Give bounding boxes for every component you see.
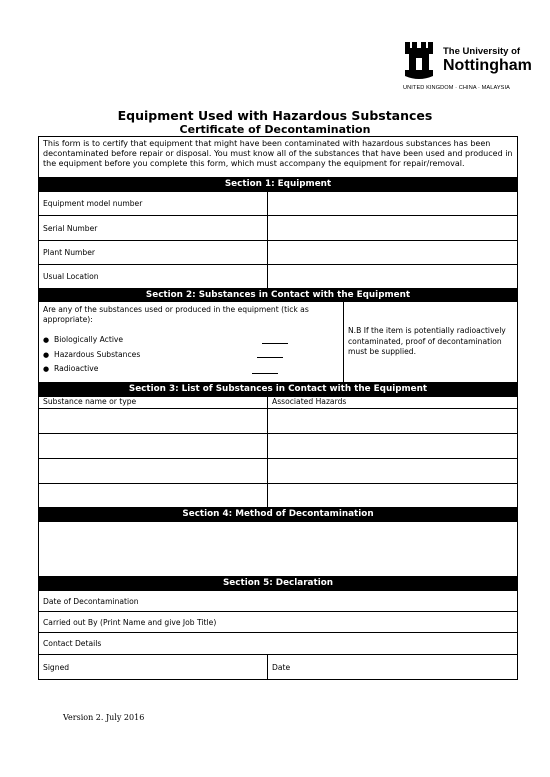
substance-row [39, 483, 517, 507]
associated-hazards-header: Associated Hazards [272, 397, 347, 406]
option-label: Hazardous Substances [54, 350, 141, 359]
substance-name-field[interactable] [39, 459, 268, 483]
substance-name-field[interactable] [39, 409, 268, 433]
plant-number-row [39, 240, 517, 264]
substance-row [39, 408, 517, 433]
radioactive-tick-line[interactable] [252, 373, 278, 374]
university-logo [403, 42, 532, 92]
substance-name-field[interactable] [39, 434, 268, 458]
associated-hazards-field[interactable] [268, 434, 517, 458]
associated-hazards-field[interactable] [268, 459, 517, 483]
section5-heading: Section 5: Declaration [39, 576, 517, 590]
equipment-model-label: Equipment model number [39, 192, 268, 215]
option-label: Biologically Active [54, 335, 124, 344]
serial-number-label: Serial Number [39, 216, 268, 240]
logo-tagline: UNITED KINGDOM · CHINA · MALAYSIA [403, 85, 511, 91]
date-field[interactable] [268, 655, 517, 679]
logo-the-university-of: The University of [443, 46, 521, 57]
contact-details-field[interactable] [39, 632, 517, 654]
serial-number-field[interactable] [268, 216, 517, 240]
option-hazardous-substances[interactable]: ● Hazardous Substances [43, 350, 141, 359]
option-biologically-active[interactable]: ● Biologically Active [43, 335, 124, 344]
plant-number-field[interactable] [268, 241, 517, 264]
substance-question-cell [39, 302, 344, 382]
radioactive-note: N.B If the item is potentially radioactively contaminated, proof of decontamination must be supplied. [348, 326, 506, 357]
date-of-decontamination-label: Date of Decontamination [43, 596, 139, 606]
date-label: Date [272, 662, 291, 672]
section4-heading: Section 4: Method of Decontamination [39, 507, 517, 521]
decontamination-form [38, 136, 518, 680]
usual-location-field[interactable] [268, 265, 517, 288]
serial-number-row [39, 215, 517, 240]
date-of-decontamination-field[interactable] [39, 590, 517, 611]
option-label: Radioactive [54, 364, 99, 373]
associated-hazards-field[interactable] [268, 484, 517, 507]
substance-question: Are any of the substances used or produced in the equipment (tick as appropriate): [43, 305, 309, 324]
substance-row [39, 433, 517, 458]
equipment-model-field[interactable] [268, 192, 517, 215]
logo-university-name: Nottingham [443, 57, 532, 74]
usual-location-label: Usual Location [39, 265, 268, 288]
section2-heading: Section 2: Substances in Contact with the Equipment [39, 288, 517, 302]
carried-out-by-label: Carried out By (Print Name and give Job Title) [43, 617, 217, 627]
substance-row [39, 458, 517, 483]
section2-body [39, 302, 517, 382]
section3-heading: Section 3: List of Substances in Contact with the Equipment [39, 382, 517, 396]
carried-out-by-field[interactable] [39, 611, 517, 632]
biologically-active-tick-line[interactable] [262, 343, 288, 344]
document-title: Equipment Used with Hazardous Substances [117, 108, 433, 123]
hazardous-substances-tick-line[interactable] [257, 357, 283, 358]
signature-row [39, 654, 517, 679]
equipment-model-row [39, 191, 517, 215]
plant-number-label: Plant Number [39, 241, 268, 264]
usual-location-row [39, 264, 517, 288]
signed-label: Signed [43, 662, 70, 672]
document-subtitle: Certificate of Decontamination [179, 123, 371, 136]
version-footer: Version 2. July 2016 [63, 713, 145, 722]
substance-name-field[interactable] [39, 484, 268, 507]
substances-header-row [39, 396, 517, 408]
contact-details-label: Contact Details [43, 639, 102, 648]
associated-hazards-field[interactable] [268, 409, 517, 433]
castle-crest-icon [403, 42, 435, 80]
intro-text: This form is to certify that equipment that might have been contaminated with hazardous substances has been decontaminated before repair or disposal. You must know all of the substances that have been used and produced in the equipment before you complete this form, which must accompany the equipment for repair/removal. [43, 139, 513, 168]
substance-name-header: Substance name or type [39, 397, 268, 408]
signed-field[interactable] [39, 655, 268, 679]
section1-heading: Section 1: Equipment [39, 177, 517, 191]
option-radioactive[interactable]: ● Radioactive [43, 364, 99, 373]
decontamination-method-field[interactable] [39, 521, 517, 576]
